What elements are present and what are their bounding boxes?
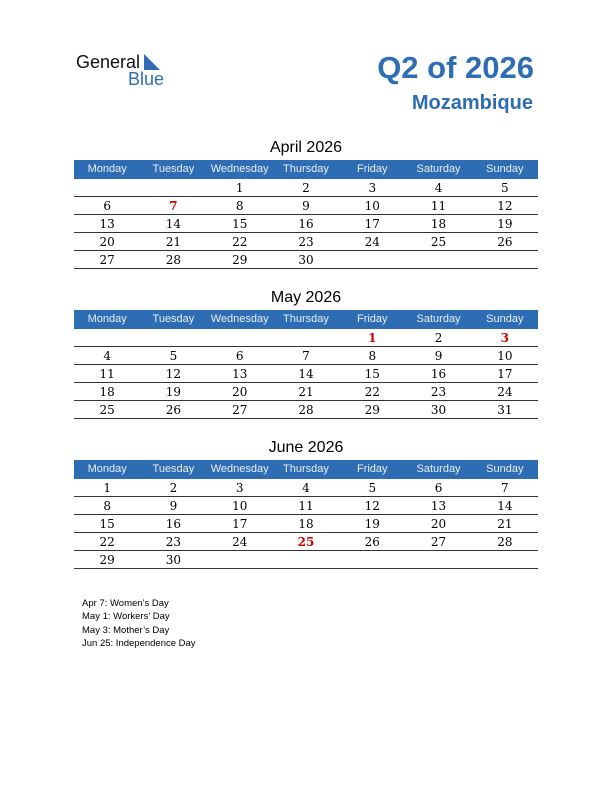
weekday-header: Saturday [416, 163, 461, 175]
weekday-header: Friday [356, 313, 388, 325]
week-row [74, 552, 538, 569]
empty-day-cell [74, 330, 140, 346]
logo-general-text: General [76, 52, 141, 72]
week-row [74, 534, 538, 551]
day-cell: 23 [165, 535, 182, 549]
day-cell: 26 [165, 403, 182, 417]
day-cell: 22 [364, 385, 380, 399]
day-cell: 30 [430, 403, 447, 417]
empty-day-cell [405, 552, 471, 568]
day-cell: 8 [368, 349, 377, 363]
month-may [74, 287, 538, 419]
week-row [74, 384, 538, 401]
weekday-header: Friday [356, 163, 388, 175]
weekday-header-row [74, 460, 538, 479]
day-cell: 6 [434, 481, 443, 495]
day-cell: 21 [497, 517, 513, 531]
day-cell: 8 [103, 499, 111, 513]
empty-day-cell [74, 180, 140, 196]
week-row [74, 330, 538, 347]
month-april [74, 137, 538, 269]
week-row [74, 252, 538, 269]
day-cell: 28 [298, 403, 314, 417]
day-cell: 10 [497, 349, 513, 363]
day-cell: 7 [501, 481, 509, 495]
weekday-header: Tuesday [152, 163, 195, 175]
month-june [74, 437, 538, 569]
weekday-header: Thursday [283, 163, 329, 175]
weekday-header: Tuesday [152, 313, 195, 325]
month-title: May 2026 [270, 289, 342, 306]
day-cell: 2 [169, 481, 178, 495]
day-cell: 14 [497, 499, 513, 513]
week-row [74, 402, 538, 419]
day-cell: 29 [99, 553, 115, 567]
day-cell: 3 [235, 481, 244, 495]
day-cell: 16 [430, 367, 447, 381]
weekday-header: Thursday [283, 313, 329, 325]
day-cell: 30 [165, 553, 182, 567]
day-cell: 23 [430, 385, 447, 399]
day-cell: 1 [103, 481, 111, 495]
week-row [74, 480, 538, 497]
day-cell: 17 [232, 517, 248, 531]
day-cell: 3 [368, 181, 377, 195]
weekday-header: Monday [87, 463, 127, 475]
day-cell: 2 [302, 181, 310, 195]
weekday-header: Friday [356, 463, 388, 475]
day-cell: 28 [165, 253, 182, 267]
weekday-header: Saturday [416, 313, 461, 325]
day-cell: 26 [497, 235, 513, 249]
day-cell: 12 [364, 499, 380, 513]
weekday-header: Thursday [283, 463, 329, 475]
holiday-note: May 1: Workers’ Day [82, 611, 170, 623]
day-cell: 21 [165, 235, 182, 249]
holiday-notes [82, 597, 196, 651]
day-cell: 5 [501, 181, 509, 195]
day-cell: 12 [165, 367, 182, 381]
weekday-header: Wednesday [210, 463, 269, 475]
empty-day-cell [140, 330, 206, 346]
empty-day-cell [273, 330, 339, 346]
day-cell: 19 [165, 385, 182, 399]
day-cell: 15 [232, 217, 248, 231]
day-cell: 13 [430, 499, 447, 513]
day-cell: 16 [165, 517, 182, 531]
week-row [74, 348, 538, 365]
day-cell: 17 [364, 217, 380, 231]
day-cell: 16 [298, 217, 314, 231]
day-cell: 29 [364, 403, 380, 417]
day-cell: 10 [232, 499, 248, 513]
week-row [74, 198, 538, 215]
day-cell: 17 [497, 367, 513, 381]
day-cell: 19 [364, 517, 380, 531]
day-cell: 1 [368, 331, 377, 345]
day-cell: 22 [99, 535, 115, 549]
weekday-header: Wednesday [210, 163, 269, 175]
empty-day-cell [405, 252, 471, 268]
day-cell: 4 [302, 481, 310, 495]
day-cell: 6 [103, 199, 111, 213]
holiday-note: Apr 7: Women’s Day [82, 598, 169, 609]
day-cell: 18 [430, 217, 447, 231]
day-cell: 19 [497, 217, 513, 231]
weekday-header: Monday [87, 163, 127, 175]
day-cell: 20 [99, 235, 115, 249]
weekday-header: Saturday [416, 463, 461, 475]
day-cell: 11 [430, 199, 447, 213]
day-cell: 13 [232, 367, 248, 381]
weekday-header-row [74, 310, 538, 329]
day-cell: 22 [232, 235, 248, 249]
week-row [74, 498, 538, 515]
day-cell: 4 [103, 349, 111, 363]
day-cell: 6 [235, 349, 244, 363]
day-cell: 9 [169, 499, 178, 513]
empty-day-cell [472, 252, 538, 268]
day-cell: 1 [235, 181, 244, 195]
day-cell: 12 [497, 199, 513, 213]
day-cell: 11 [298, 499, 314, 513]
day-cell: 2 [434, 331, 443, 345]
day-cell: 20 [232, 385, 248, 399]
month-title: April 2026 [269, 139, 343, 156]
empty-day-cell [273, 552, 339, 568]
weekday-header: Sunday [486, 163, 524, 175]
day-cell: 24 [364, 235, 380, 249]
day-cell: 30 [298, 253, 314, 267]
day-cell: 7 [302, 349, 310, 363]
weekday-header: Wednesday [210, 313, 269, 325]
day-cell: 15 [99, 517, 115, 531]
day-cell: 23 [298, 235, 314, 249]
day-cell: 4 [434, 181, 443, 195]
day-cell: 28 [497, 535, 513, 549]
day-cell: 24 [232, 535, 248, 549]
week-row [74, 216, 538, 233]
logo [76, 52, 176, 92]
weekday-header: Tuesday [152, 463, 195, 475]
week-row [74, 234, 538, 251]
day-cell: 5 [169, 349, 178, 363]
weekday-header: Sunday [486, 313, 524, 325]
day-cell: 27 [430, 535, 447, 549]
week-row [74, 516, 538, 533]
day-cell: 27 [99, 253, 115, 267]
country-title: Mozambique [411, 92, 533, 114]
month-title: June 2026 [268, 439, 344, 456]
day-cell: 8 [235, 199, 244, 213]
day-cell: 13 [99, 217, 115, 231]
day-cell: 10 [364, 199, 380, 213]
day-cell: 7 [169, 199, 178, 213]
day-cell: 29 [232, 253, 248, 267]
day-cell: 26 [364, 535, 380, 549]
holiday-note: Jun 25: Independence Day [82, 638, 196, 650]
empty-day-cell [207, 552, 273, 568]
day-cell: 25 [99, 403, 115, 417]
day-cell: 18 [99, 385, 115, 399]
empty-day-cell [472, 552, 538, 568]
day-cell: 9 [434, 349, 443, 363]
day-cell: 18 [298, 517, 314, 531]
day-cell: 25 [430, 235, 447, 249]
day-cell: 24 [497, 385, 513, 399]
day-cell: 27 [232, 403, 248, 417]
day-cell: 14 [298, 367, 314, 381]
weekday-header: Monday [87, 313, 127, 325]
empty-day-cell [140, 180, 206, 196]
empty-day-cell [207, 330, 273, 346]
day-cell: 31 [497, 403, 513, 417]
weekday-header-row [74, 160, 538, 179]
quarter-title: Q2 of 2026 [377, 50, 534, 85]
week-row [74, 180, 538, 197]
day-cell: 9 [302, 199, 310, 213]
day-cell: 15 [364, 367, 380, 381]
weekday-header: Sunday [486, 463, 524, 475]
week-row [74, 366, 538, 383]
logo-triangle-icon [140, 54, 160, 70]
day-cell: 20 [430, 517, 447, 531]
day-cell: 11 [99, 367, 115, 381]
day-cell: 21 [298, 385, 314, 399]
day-cell: 25 [297, 535, 315, 549]
logo-blue-text: Blue [128, 69, 165, 89]
empty-day-cell [339, 252, 405, 268]
holiday-note: May 3: Mother’s Day [82, 624, 170, 636]
day-cell: 5 [368, 481, 377, 495]
empty-day-cell [339, 552, 405, 568]
day-cell: 3 [500, 331, 509, 345]
day-cell: 14 [165, 217, 182, 231]
